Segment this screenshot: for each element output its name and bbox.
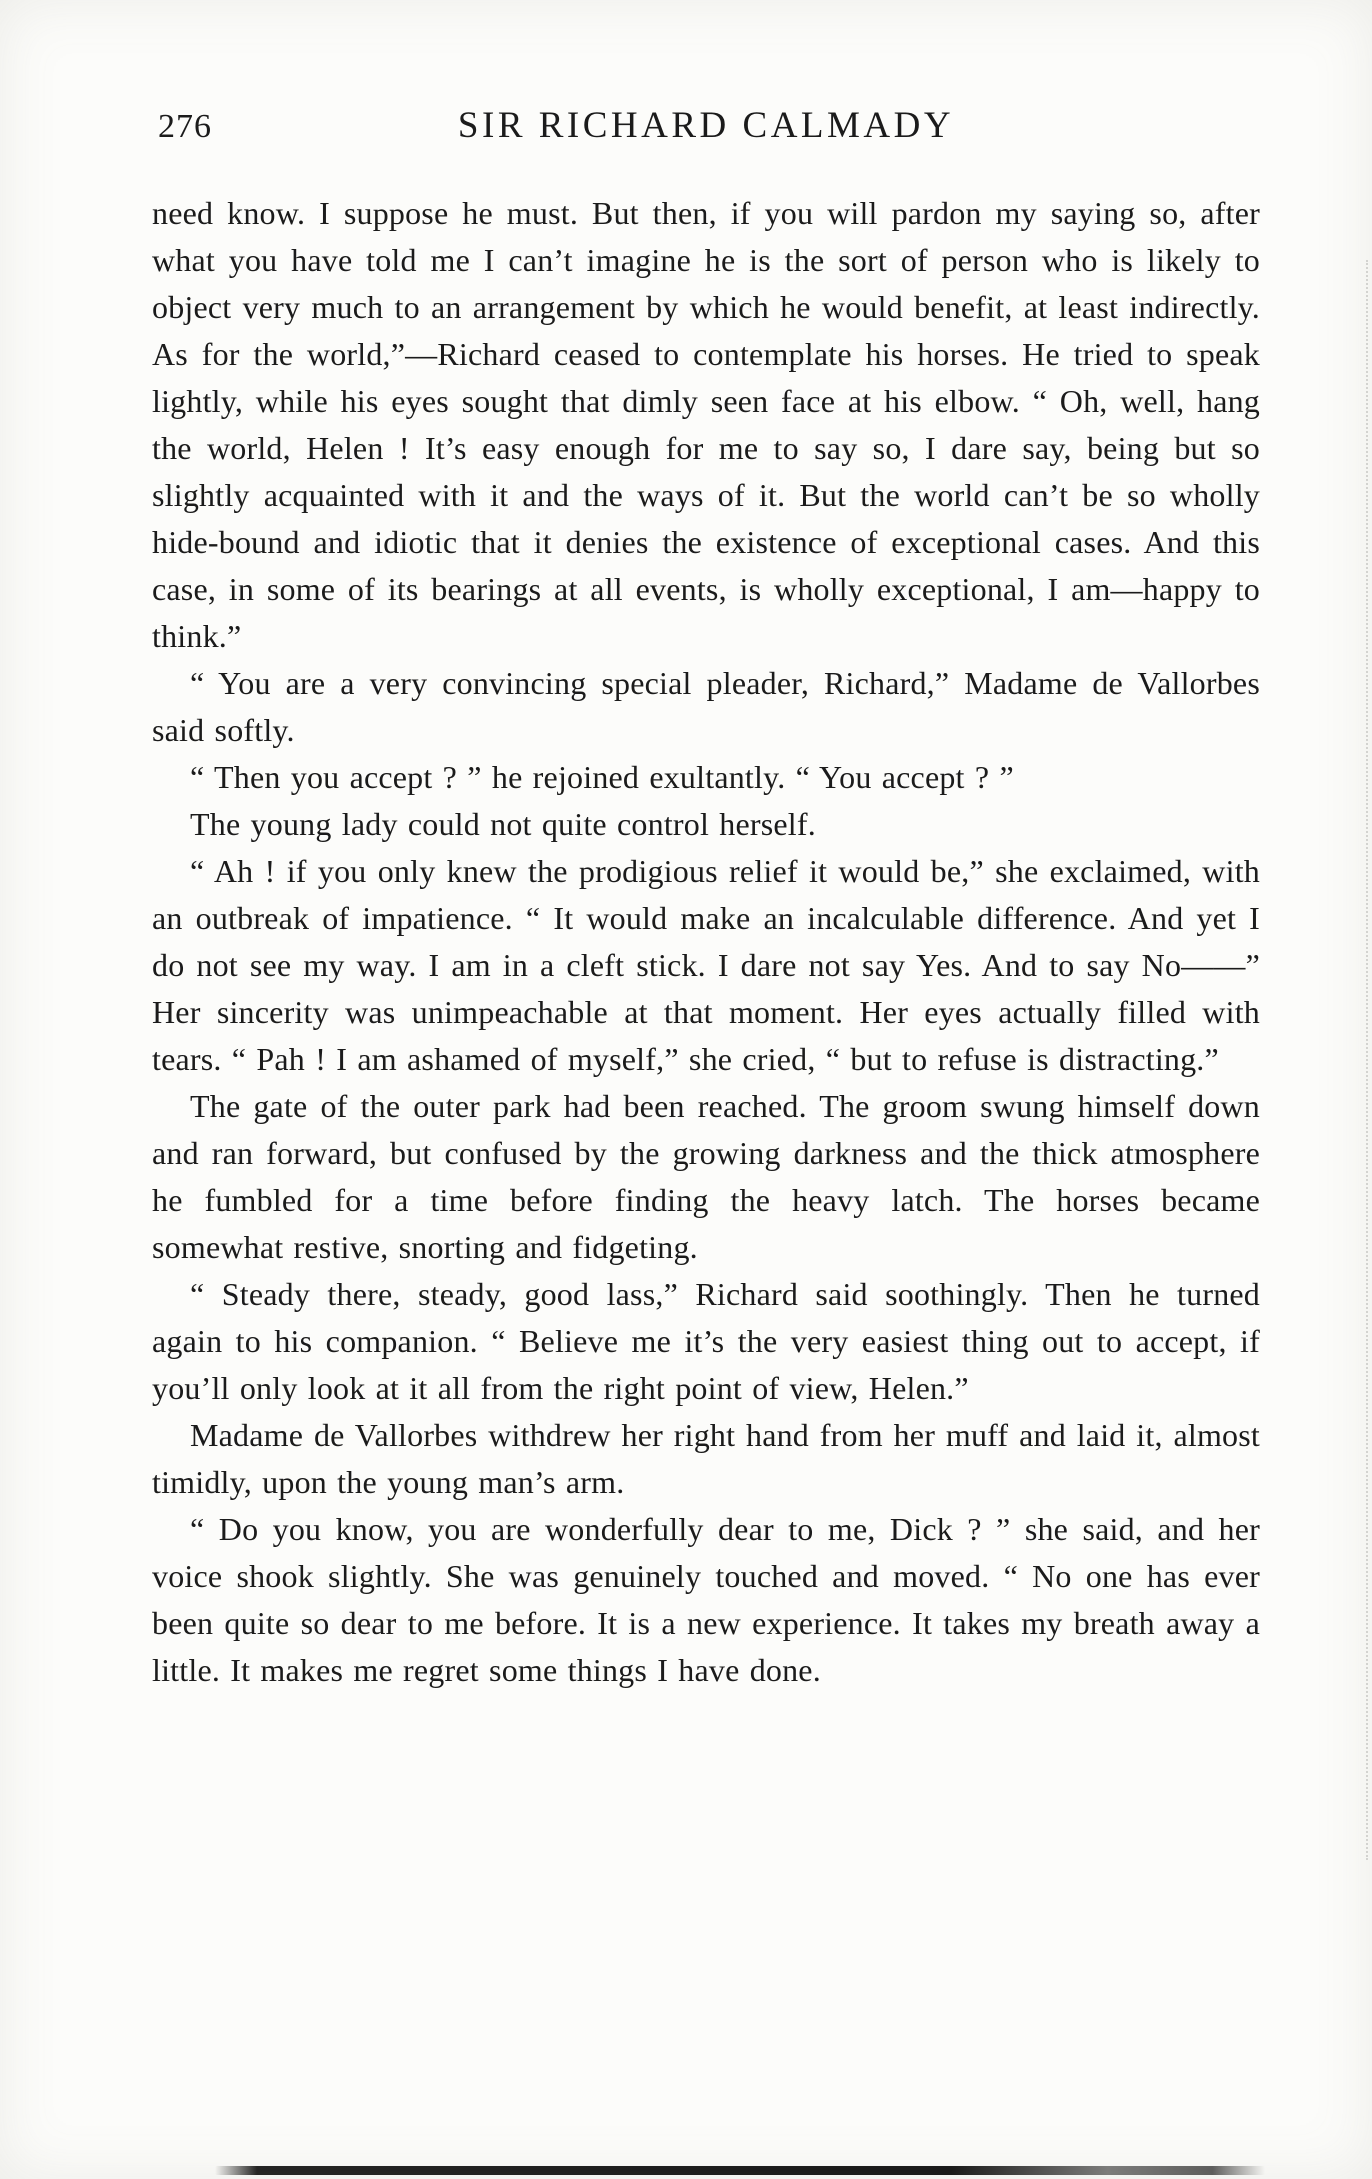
scan-artifact-bottom — [215, 2166, 1265, 2175]
paragraph: The gate of the outer park had been reached. The groom swung himself down and ran forward, but confused by the growing darkness and the thick atmosphere he fumbled for a time before finding the heavy latch. The horses became somewhat restive, snorting and fidgeting. — [152, 1088, 1260, 1265]
paragraph: Madame de Vallorbes withdrew her right hand from her muff and laid it, almost timidly, upon the young man’s arm. — [152, 1417, 1260, 1500]
scan-artifact-right-edge — [1366, 260, 1368, 1860]
paragraph: “ Then you accept ? ” he rejoined exultantly. “ You accept ? ” — [190, 759, 1014, 795]
page-number: 276 — [158, 108, 212, 145]
paragraph: The young lady could not quite control herself. — [190, 806, 816, 842]
paragraph: “ Do you know, you are wonderfully dear to me, Dick ? ” she said, and her voice shook slightly. She was genuinely touched and moved. “ No one has ever been quite so dear to me before. It is a new experience. It takes my breath away a little. It makes me regret some things I have done. — [152, 1511, 1260, 1688]
page-header — [152, 104, 1260, 156]
running-title: SIR RICHARD CALMADY — [457, 105, 955, 146]
paragraph: need know. I suppose he must. But then, if you will pardon my saying so, after what you have told me I can’t imagine he is the sort of person who is likely to object very much to an arrangement by which he would benefit, at least indirectly. As for the world,”—Richard ceased to contemplate his horses. He tried to speak lightly, while his eyes sought that dimly seen face at his elbow. “ Oh, well, hang the world, Helen ! It’s easy enough for me to say so, I dare say, being but so slightly acquainted with it and the ways of it. But the world can’t be so wholly hide-bound and idiotic that it denies the existence of exceptional cases. And this case, in some of its bearings at all events, is wholly exceptional, I am—happy to think.” — [152, 195, 1260, 654]
paragraph: “ You are a very convincing special pleader, Richard,” Madame de Vallorbes said softly. — [152, 665, 1260, 748]
page-body — [152, 190, 1260, 1694]
paragraph: “ Ah ! if you only knew the prodigious relief it would be,” she exclaimed, with an outbreak of impatience. “ It would make an incalculable difference. And yet I do not see my way. I am in a cleft stick. I dare not say Yes. And to say No——” Her sincerity was unimpeachable at that moment. Her eyes actually filled with tears. “ Pah ! I am ashamed of myself,” she cried, “ but to refuse is distracting.” — [152, 853, 1260, 1077]
paragraph: “ Steady there, steady, good lass,” Richard said soothingly. Then he turned again to his companion. “ Believe me it’s the very easiest thing out to accept, if you’ll only look at it all from the right point of view, Helen.” — [152, 1276, 1260, 1406]
